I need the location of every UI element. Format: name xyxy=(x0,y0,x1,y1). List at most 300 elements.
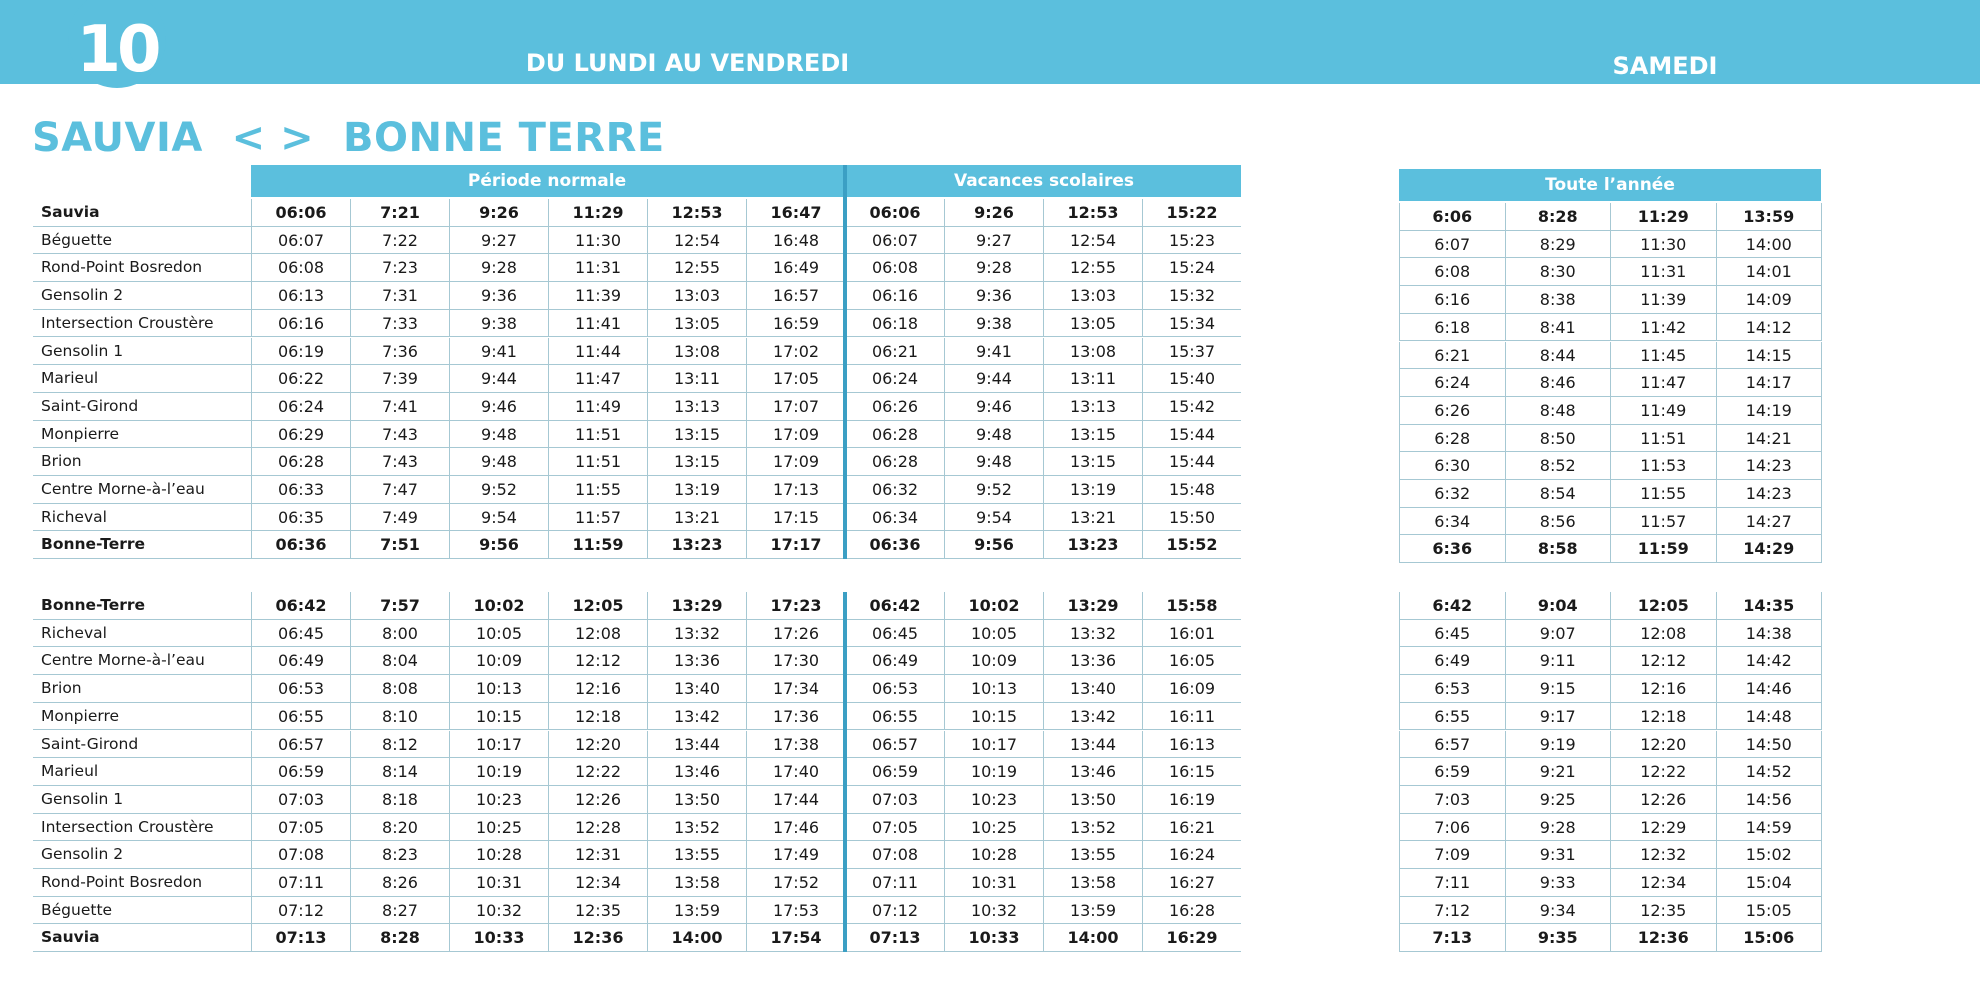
timetable-row xyxy=(33,869,1241,897)
departure-time: 10:28 xyxy=(449,841,548,868)
departure-time: 8:41 xyxy=(1505,314,1611,341)
departure-time: 8:30 xyxy=(1505,258,1611,285)
departure-time: 10:25 xyxy=(944,814,1043,841)
timetable-row xyxy=(33,365,1241,393)
timetable-row xyxy=(1399,480,1822,508)
departure-time: 12:36 xyxy=(1610,924,1716,951)
departure-time: 7:13 xyxy=(1399,924,1505,951)
departure-time: 07:13 xyxy=(251,924,350,951)
departure-time: 7:43 xyxy=(350,421,449,448)
timetable-row xyxy=(33,786,1241,814)
departure-time: 17:02 xyxy=(746,338,845,365)
saturday-title: SAMEDI xyxy=(1612,52,1718,80)
departure-time: 06:32 xyxy=(845,476,944,503)
departure-time: 16:59 xyxy=(746,310,845,337)
departure-time: 06:13 xyxy=(251,282,350,309)
line-number: 10 xyxy=(76,13,158,87)
departure-time: 8:50 xyxy=(1505,425,1611,452)
departure-time: 15:40 xyxy=(1142,365,1241,392)
departure-time: 06:57 xyxy=(845,731,944,758)
timetable-row xyxy=(1399,731,1822,759)
departure-time: 7:33 xyxy=(350,310,449,337)
timetable-row xyxy=(33,338,1241,366)
departure-time: 13:32 xyxy=(647,620,746,647)
departure-time: 13:59 xyxy=(1043,897,1142,924)
departure-time: 9:21 xyxy=(1505,758,1611,785)
departure-time: 12:16 xyxy=(548,675,647,702)
departure-time: 13:19 xyxy=(1043,476,1142,503)
departure-time: 12:53 xyxy=(1043,199,1142,226)
departure-time: 17:52 xyxy=(746,869,845,896)
departure-time: 14:48 xyxy=(1716,703,1822,730)
departure-time: 14:17 xyxy=(1716,369,1822,396)
departure-time: 10:15 xyxy=(449,703,548,730)
stop-name: Gensolin 1 xyxy=(41,341,124,360)
departure-time: 13:21 xyxy=(647,504,746,531)
departure-time: 06:28 xyxy=(845,421,944,448)
departure-time: 9:07 xyxy=(1505,620,1611,647)
departure-time: 15:42 xyxy=(1142,393,1241,420)
timetable-row xyxy=(33,620,1241,648)
timetable-row xyxy=(33,476,1241,504)
departure-time: 17:54 xyxy=(746,924,845,951)
timetable-row xyxy=(1399,841,1822,869)
departure-time: 7:22 xyxy=(350,227,449,254)
departure-time: 13:50 xyxy=(1043,786,1142,813)
departure-time: 13:05 xyxy=(647,310,746,337)
timetable-row xyxy=(1399,592,1822,620)
departure-time: 06:36 xyxy=(251,531,350,558)
departure-time: 17:44 xyxy=(746,786,845,813)
departure-time: 14:01 xyxy=(1716,258,1822,285)
departure-time: 6:53 xyxy=(1399,675,1505,702)
normal-period-header: Période normale xyxy=(251,165,843,197)
departure-time: 10:05 xyxy=(449,620,548,647)
departure-time: 8:54 xyxy=(1505,480,1611,507)
departure-time: 6:21 xyxy=(1399,342,1505,369)
departure-time: 06:06 xyxy=(845,199,944,226)
departure-time: 10:32 xyxy=(944,897,1043,924)
departure-time: 14:15 xyxy=(1716,342,1822,369)
departure-time: 14:00 xyxy=(1043,924,1142,951)
timetable-row xyxy=(33,841,1241,869)
departure-time: 9:11 xyxy=(1505,647,1611,674)
departure-time: 7:49 xyxy=(350,504,449,531)
departure-time: 7:11 xyxy=(1399,869,1505,896)
departure-time: 12:12 xyxy=(1610,647,1716,674)
departure-time: 8:27 xyxy=(350,897,449,924)
departure-time: 13:03 xyxy=(647,282,746,309)
stop-name: Brion xyxy=(41,679,82,698)
departure-time: 14:19 xyxy=(1716,397,1822,424)
inbound-saturday-table xyxy=(1399,592,1821,952)
departure-time: 06:16 xyxy=(251,310,350,337)
departure-time: 9:44 xyxy=(449,365,548,392)
departure-time: 9:28 xyxy=(449,254,548,281)
departure-time: 7:09 xyxy=(1399,841,1505,868)
departure-time: 7:43 xyxy=(350,448,449,475)
departure-time: 14:09 xyxy=(1716,286,1822,313)
departure-time: 06:55 xyxy=(251,703,350,730)
departure-time: 13:46 xyxy=(647,758,746,785)
departure-time: 11:45 xyxy=(1610,342,1716,369)
departure-time: 9:28 xyxy=(1505,814,1611,841)
departure-time: 7:51 xyxy=(350,531,449,558)
departure-time: 8:04 xyxy=(350,647,449,674)
departure-time: 7:23 xyxy=(350,254,449,281)
departure-time: 10:09 xyxy=(449,647,548,674)
departure-time: 15:58 xyxy=(1142,592,1241,619)
departure-time: 6:45 xyxy=(1399,620,1505,647)
stop-name: Rond-Point Bosredon xyxy=(41,873,203,891)
departure-time: 16:28 xyxy=(1142,897,1241,924)
departure-time: 8:28 xyxy=(1505,203,1611,230)
stop-name: Marieul xyxy=(41,762,99,781)
stop-name: Béguette xyxy=(41,230,113,249)
timetable-row xyxy=(33,924,1241,952)
departure-time: 07:12 xyxy=(251,897,350,924)
departure-time: 17:15 xyxy=(746,504,845,531)
timetable-row xyxy=(33,675,1241,703)
timetable-row xyxy=(33,282,1241,310)
outbound-weekday-table xyxy=(33,165,1241,559)
departure-time: 9:27 xyxy=(449,227,548,254)
departure-time: 10:25 xyxy=(449,814,548,841)
departure-time: 12:54 xyxy=(647,227,746,254)
departure-time: 16:21 xyxy=(1142,814,1241,841)
departure-time: 7:03 xyxy=(1399,786,1505,813)
departure-time: 15:04 xyxy=(1716,869,1822,896)
departure-time: 06:19 xyxy=(251,338,350,365)
departure-time: 17:49 xyxy=(746,841,845,868)
departure-time: 13:23 xyxy=(647,531,746,558)
departure-time: 9:19 xyxy=(1505,731,1611,758)
timetable-row xyxy=(1399,508,1822,536)
departure-time: 13:42 xyxy=(647,703,746,730)
departure-time: 6:24 xyxy=(1399,369,1505,396)
timetable-row xyxy=(1399,675,1822,703)
outbound-saturday-table xyxy=(1399,165,1821,559)
departure-time: 9:35 xyxy=(1505,924,1611,951)
departure-time: 13:44 xyxy=(1043,731,1142,758)
departure-time: 7:31 xyxy=(350,282,449,309)
departure-time: 10:23 xyxy=(449,786,548,813)
departure-time: 13:46 xyxy=(1043,758,1142,785)
stop-name: Saint-Girond xyxy=(41,396,139,415)
departure-time: 13:13 xyxy=(647,393,746,420)
departure-time: 13:52 xyxy=(1043,814,1142,841)
departure-time: 12:20 xyxy=(548,731,647,758)
departure-time: 06:57 xyxy=(251,731,350,758)
departure-time: 15:37 xyxy=(1142,338,1241,365)
departure-time: 9:31 xyxy=(1505,841,1611,868)
departure-time: 9:52 xyxy=(449,476,548,503)
departure-time: 12:29 xyxy=(1610,814,1716,841)
departure-time: 6:42 xyxy=(1399,592,1505,619)
departure-time: 13:40 xyxy=(647,675,746,702)
departure-time: 9:17 xyxy=(1505,703,1611,730)
departure-time: 14:46 xyxy=(1716,675,1822,702)
departure-time: 06:08 xyxy=(251,254,350,281)
departure-time: 12:08 xyxy=(548,620,647,647)
departure-time: 06:22 xyxy=(251,365,350,392)
departure-time: 14:00 xyxy=(647,924,746,951)
departure-time: 13:21 xyxy=(1043,504,1142,531)
departure-time: 12:18 xyxy=(548,703,647,730)
departure-time: 06:26 xyxy=(845,393,944,420)
departure-time: 16:27 xyxy=(1142,869,1241,896)
departure-time: 9:04 xyxy=(1505,592,1611,619)
departure-time: 16:47 xyxy=(746,199,845,226)
departure-time: 7:47 xyxy=(350,476,449,503)
departure-time: 06:07 xyxy=(845,227,944,254)
stop-name: Richeval xyxy=(41,623,107,642)
departure-time: 12:55 xyxy=(1043,254,1142,281)
departure-time: 8:00 xyxy=(350,620,449,647)
timetable-row xyxy=(1399,258,1822,286)
departure-time: 16:15 xyxy=(1142,758,1241,785)
departure-time: 12:55 xyxy=(647,254,746,281)
departure-time: 17:07 xyxy=(746,393,845,420)
departure-time: 13:15 xyxy=(647,421,746,448)
departure-time: 13:42 xyxy=(1043,703,1142,730)
departure-time: 13:08 xyxy=(1043,338,1142,365)
departure-time: 13:29 xyxy=(647,592,746,619)
departure-time: 11:47 xyxy=(1610,369,1716,396)
inbound-weekday-table xyxy=(33,592,1241,952)
departure-time: 16:09 xyxy=(1142,675,1241,702)
timetable-row xyxy=(1399,203,1822,231)
school-holidays-header: Vacances scolaires xyxy=(847,165,1241,197)
departure-time: 11:31 xyxy=(548,254,647,281)
departure-time: 16:01 xyxy=(1142,620,1241,647)
departure-time: 12:22 xyxy=(1610,758,1716,785)
departure-time: 9:28 xyxy=(944,254,1043,281)
departure-time: 8:12 xyxy=(350,731,449,758)
departure-time: 9:48 xyxy=(449,448,548,475)
departure-time: 07:11 xyxy=(845,869,944,896)
departure-time: 12:05 xyxy=(1610,592,1716,619)
departure-time: 13:44 xyxy=(647,731,746,758)
departure-time: 06:35 xyxy=(251,504,350,531)
departure-time: 16:19 xyxy=(1142,786,1241,813)
timetable-row xyxy=(1399,425,1822,453)
departure-time: 16:29 xyxy=(1142,924,1241,951)
departure-time: 16:05 xyxy=(1142,647,1241,674)
period-separator xyxy=(843,592,847,952)
stop-name: Bonne-Terre xyxy=(41,535,146,554)
departure-time: 8:28 xyxy=(350,924,449,951)
departure-time: 07:13 xyxy=(845,924,944,951)
departure-time: 7:39 xyxy=(350,365,449,392)
departure-time: 11:31 xyxy=(1610,258,1716,285)
departure-time: 16:24 xyxy=(1142,841,1241,868)
timetable-row xyxy=(33,592,1241,620)
departure-time: 12:53 xyxy=(647,199,746,226)
departure-time: 6:57 xyxy=(1399,731,1505,758)
timetable-row xyxy=(1399,342,1822,370)
departure-time: 17:36 xyxy=(746,703,845,730)
departure-time: 07:05 xyxy=(251,814,350,841)
departure-time: 11:29 xyxy=(1610,203,1716,230)
timetable-row xyxy=(1399,758,1822,786)
departure-time: 8:38 xyxy=(1505,286,1611,313)
departure-time: 17:34 xyxy=(746,675,845,702)
departure-time: 14:38 xyxy=(1716,620,1822,647)
weekday-title: DU LUNDI AU VENDREDI xyxy=(525,49,850,77)
departure-time: 11:51 xyxy=(548,421,647,448)
timetable-row xyxy=(1399,314,1822,342)
departure-time: 7:57 xyxy=(350,592,449,619)
departure-time: 14:23 xyxy=(1716,452,1822,479)
all-year-header: Toute l’année xyxy=(1399,169,1821,201)
departure-time: 11:55 xyxy=(548,476,647,503)
departure-time: 07:03 xyxy=(845,786,944,813)
departure-time: 6:18 xyxy=(1399,314,1505,341)
departure-time: 10:19 xyxy=(449,758,548,785)
departure-time: 9:33 xyxy=(1505,869,1611,896)
departure-time: 7:21 xyxy=(350,199,449,226)
departure-time: 11:30 xyxy=(1610,231,1716,258)
departure-time: 15:02 xyxy=(1716,841,1822,868)
departure-time: 14:12 xyxy=(1716,314,1822,341)
period-separator xyxy=(843,165,847,559)
departure-time: 15:50 xyxy=(1142,504,1241,531)
departure-time: 12:08 xyxy=(1610,620,1716,647)
departure-time: 12:34 xyxy=(548,869,647,896)
departure-time: 7:41 xyxy=(350,393,449,420)
timetable-row xyxy=(1399,452,1822,480)
departure-time: 06:29 xyxy=(251,421,350,448)
timetable-row xyxy=(1399,535,1822,563)
departure-time: 11:57 xyxy=(548,504,647,531)
departure-time: 17:09 xyxy=(746,421,845,448)
departure-time: 8:52 xyxy=(1505,452,1611,479)
departure-time: 9:41 xyxy=(944,338,1043,365)
departure-time: 6:28 xyxy=(1399,425,1505,452)
departure-time: 6:49 xyxy=(1399,647,1505,674)
departure-time: 9:27 xyxy=(944,227,1043,254)
departure-time: 10:13 xyxy=(944,675,1043,702)
timetable-row xyxy=(33,814,1241,842)
timetable-row xyxy=(1399,286,1822,314)
departure-time: 14:23 xyxy=(1716,480,1822,507)
departure-time: 9:36 xyxy=(944,282,1043,309)
stop-name: Marieul xyxy=(41,369,99,388)
departure-time: 06:45 xyxy=(845,620,944,647)
departure-time: 12:31 xyxy=(548,841,647,868)
departure-time: 06:08 xyxy=(845,254,944,281)
departure-time: 9:38 xyxy=(449,310,548,337)
departure-time: 11:39 xyxy=(1610,286,1716,313)
departure-time: 14:56 xyxy=(1716,786,1822,813)
timetable-row xyxy=(33,531,1241,559)
timetable-row xyxy=(1399,397,1822,425)
departure-time: 06:55 xyxy=(845,703,944,730)
departure-time: 12:34 xyxy=(1610,869,1716,896)
stop-name: Intersection Croustère xyxy=(41,817,214,836)
departure-time: 15:48 xyxy=(1142,476,1241,503)
departure-time: 17:05 xyxy=(746,365,845,392)
departure-time: 6:08 xyxy=(1399,258,1505,285)
departure-time: 13:08 xyxy=(647,338,746,365)
departure-time: 10:31 xyxy=(944,869,1043,896)
departure-time: 11:57 xyxy=(1610,508,1716,535)
departure-time: 06:34 xyxy=(845,504,944,531)
departure-time: 6:32 xyxy=(1399,480,1505,507)
departure-time: 06:42 xyxy=(845,592,944,619)
departure-time: 10:17 xyxy=(944,731,1043,758)
departure-time: 7:06 xyxy=(1399,814,1505,841)
departure-time: 11:44 xyxy=(548,338,647,365)
timetable-row xyxy=(33,199,1241,227)
departure-time: 17:13 xyxy=(746,476,845,503)
departure-time: 11:30 xyxy=(548,227,647,254)
departure-time: 10:13 xyxy=(449,675,548,702)
departure-time: 9:48 xyxy=(944,448,1043,475)
departure-time: 8:14 xyxy=(350,758,449,785)
departure-time: 16:11 xyxy=(1142,703,1241,730)
departure-time: 9:26 xyxy=(449,199,548,226)
departure-time: 8:48 xyxy=(1505,397,1611,424)
departure-time: 13:03 xyxy=(1043,282,1142,309)
departure-time: 13:15 xyxy=(1043,421,1142,448)
departure-time: 06:07 xyxy=(251,227,350,254)
departure-time: 17:46 xyxy=(746,814,845,841)
departure-time: 9:46 xyxy=(449,393,548,420)
departure-time: 12:16 xyxy=(1610,675,1716,702)
stop-name: Gensolin 2 xyxy=(41,286,124,305)
stop-name: Centre Morne-à-l’eau xyxy=(41,480,205,498)
departure-time: 06:49 xyxy=(251,647,350,674)
departure-time: 06:42 xyxy=(251,592,350,619)
stop-name: Béguette xyxy=(41,900,113,919)
stop-name: Richeval xyxy=(41,507,107,526)
departure-time: 10:31 xyxy=(449,869,548,896)
departure-time: 13:55 xyxy=(647,841,746,868)
route-title: SAUVIA < > BONNE TERRE xyxy=(32,115,665,161)
departure-time: 6:30 xyxy=(1399,452,1505,479)
departure-time: 8:20 xyxy=(350,814,449,841)
departure-time: 12:18 xyxy=(1610,703,1716,730)
departure-time: 15:05 xyxy=(1716,897,1822,924)
departure-time: 16:49 xyxy=(746,254,845,281)
departure-time: 13:29 xyxy=(1043,592,1142,619)
departure-time: 9:26 xyxy=(944,199,1043,226)
timetable-row xyxy=(33,897,1241,925)
departure-time: 14:00 xyxy=(1716,231,1822,258)
timetable-row xyxy=(1399,647,1822,675)
departure-time: 9:52 xyxy=(944,476,1043,503)
departure-time: 6:59 xyxy=(1399,758,1505,785)
departure-time: 16:13 xyxy=(1142,731,1241,758)
timetable-row xyxy=(33,731,1241,759)
departure-time: 14:21 xyxy=(1716,425,1822,452)
timetable-row xyxy=(33,647,1241,675)
departure-time: 13:11 xyxy=(647,365,746,392)
timetable-row xyxy=(33,227,1241,255)
departure-time: 11:49 xyxy=(548,393,647,420)
departure-time: 8:08 xyxy=(350,675,449,702)
departure-time: 10:02 xyxy=(944,592,1043,619)
timetable-row xyxy=(33,254,1241,282)
stop-name: Saint-Girond xyxy=(41,734,139,753)
departure-time: 12:20 xyxy=(1610,731,1716,758)
departure-time: 14:27 xyxy=(1716,508,1822,535)
departure-time: 8:10 xyxy=(350,703,449,730)
departure-time: 10:19 xyxy=(944,758,1043,785)
departure-time: 13:59 xyxy=(647,897,746,924)
